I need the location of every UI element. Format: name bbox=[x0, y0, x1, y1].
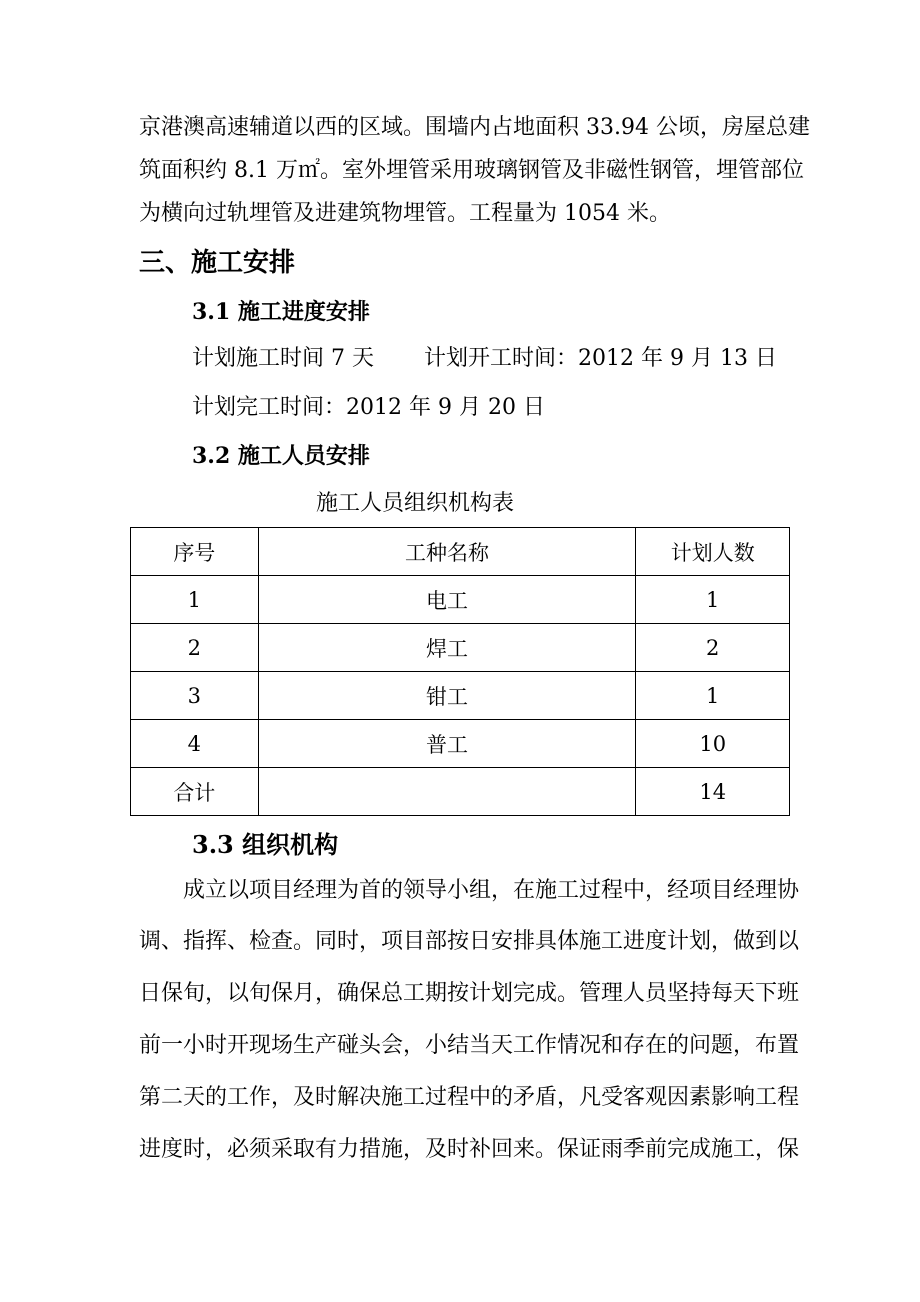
table-caption: 施工人员组织机构表 bbox=[316, 491, 515, 516]
table-row bbox=[131, 720, 790, 768]
cell-index: 2 bbox=[131, 624, 259, 672]
staff-table bbox=[130, 527, 790, 816]
table-row bbox=[131, 576, 790, 624]
cell-total-count: 14 bbox=[636, 768, 790, 816]
header-index: 序号 bbox=[131, 528, 259, 576]
cell-count: 1 bbox=[636, 672, 790, 720]
header-planned-count: 计划人数 bbox=[636, 528, 790, 576]
cell-total-trade bbox=[258, 768, 636, 816]
subsection-heading-organization: 3.3 组织机构 bbox=[192, 830, 339, 859]
cell-trade: 焊工 bbox=[258, 624, 636, 672]
subsection-heading-staffing: 3.2 施工人员安排 bbox=[192, 443, 370, 469]
org-paragraph-line-5: 第二天的工作，及时解决施工过程中的矛盾，凡受客观因素影响工程 bbox=[139, 1085, 800, 1110]
cell-index: 3 bbox=[131, 672, 259, 720]
cell-index: 4 bbox=[131, 720, 259, 768]
org-paragraph-line-2: 调、指挥、检查。同时，项目部按日安排具体施工进度计划，做到以 bbox=[139, 929, 800, 954]
org-paragraph-line-4: 前一小时开现场生产碰头会，小结当天工作情况和存在的问题，布置 bbox=[139, 1033, 800, 1058]
table-header-row bbox=[131, 528, 790, 576]
plan-start: 计划开工时间：2012 年 9 月 13 日 bbox=[424, 346, 777, 371]
cell-count: 1 bbox=[636, 576, 790, 624]
org-paragraph-line-1: 成立以项目经理为首的领导小组，在施工过程中，经项目经理协 bbox=[183, 878, 800, 903]
subsection-heading-schedule: 3.1 施工进度安排 bbox=[192, 299, 370, 325]
intro-line-3: 为横向过轨埋管及进建筑物埋管。工程量为 1054 米。 bbox=[139, 201, 671, 226]
cell-index: 1 bbox=[131, 576, 259, 624]
cell-trade: 电工 bbox=[258, 576, 636, 624]
section-heading: 三、施工安排 bbox=[139, 248, 296, 278]
table-row bbox=[131, 624, 790, 672]
cell-count: 2 bbox=[636, 624, 790, 672]
org-paragraph-line-6: 进度时，必须采取有力措施，及时补回来。保证雨季前完成施工，保 bbox=[139, 1137, 800, 1162]
plan-finish: 计划完工时间：2012 年 9 月 20 日 bbox=[192, 395, 545, 420]
cell-count: 10 bbox=[636, 720, 790, 768]
cell-trade: 普工 bbox=[258, 720, 636, 768]
intro-line-1: 京港澳高速辅道以西的区域。围墙内占地面积 33.94 公顷，房屋总建 bbox=[139, 115, 810, 140]
intro-line-2: 筑面积约 8.1 万㎡。室外埋管采用玻璃钢管及非磁性钢管，埋管部位 bbox=[139, 158, 804, 183]
cell-total-label: 合计 bbox=[131, 768, 259, 816]
plan-duration: 计划施工时间 7 天 bbox=[192, 346, 374, 371]
table-total-row bbox=[131, 768, 790, 816]
table-row bbox=[131, 672, 790, 720]
header-trade: 工种名称 bbox=[258, 528, 636, 576]
cell-trade: 钳工 bbox=[258, 672, 636, 720]
org-paragraph-line-3: 日保旬，以旬保月，确保总工期按计划完成。管理人员坚持每天下班 bbox=[139, 981, 800, 1006]
